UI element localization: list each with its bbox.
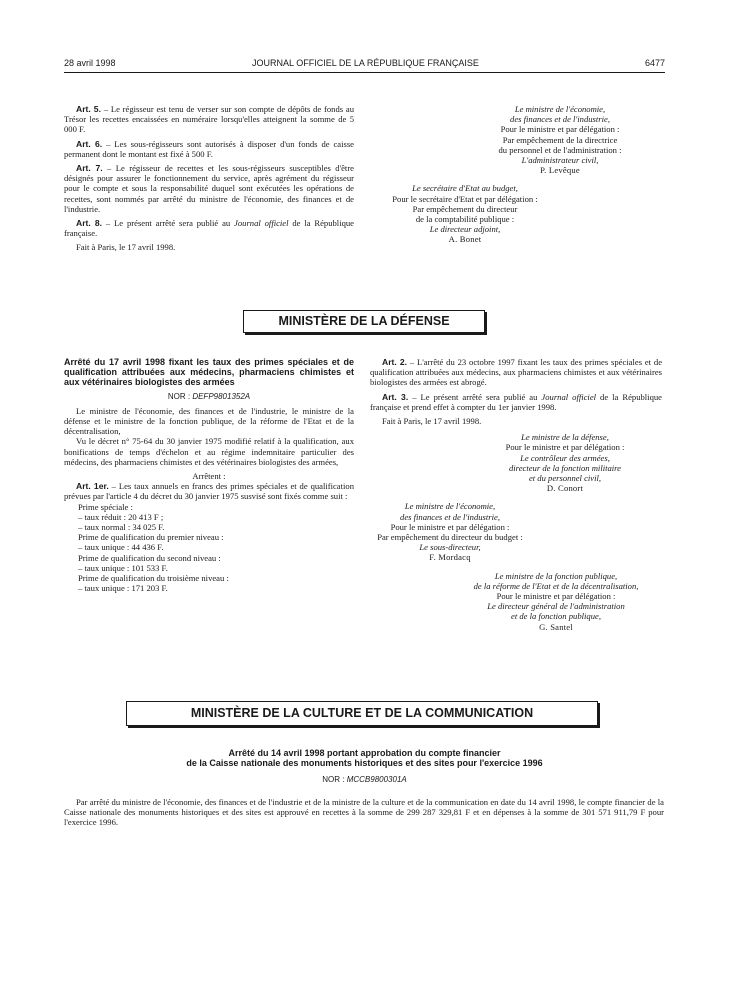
decree-title: Arrêté du 17 avril 1998 fixant les taux des primes spéciales et de qualification attribuées aux médecins, pharmaciens chimistes et aux vétérinaires biologistes des armées — [64, 357, 354, 388]
article-8: Art. 8. – Le présent arrêté sera publié au Journal officiel de la République française. — [64, 218, 354, 239]
list-item: Prime spéciale : — [78, 501, 133, 512]
section-title-defense: MINISTÈRE DE LA DÉFENSE — [243, 310, 485, 333]
signatory-name: P. Levêque — [540, 165, 580, 176]
list-item: – taux unique : 101 533 F. — [78, 562, 168, 573]
article-7: Art. 7. – Le régisseur de recettes et les sous-régisseurs susceptibles d'être désignés pour assurer le fonctionnement du service, après agrément du régisseur pour le compte et sous la responsabilité duquel sont exécutées les opérations de recettes, sont nommés par arrêté du ministre de l'économie, des finances et de l'industrie. — [64, 163, 354, 214]
article-2: Art. 2. – L'arrêté du 23 octobre 1997 fixant les taux des primes spéciales et de qualification attribuées aux médecins, aux pharmaciens chimistes et aux vétérinaires biologistes des armées est abrogé. — [370, 357, 663, 388]
done-at-paris: Fait à Paris, le 17 avril 1998. — [76, 242, 176, 253]
top-right-signatures — [370, 104, 662, 245]
defense-left-column — [64, 357, 354, 593]
signatory-name: F. Mordacq — [429, 552, 471, 563]
culture-nor-reference: NOR : MCCB9800301A — [322, 775, 407, 784]
list-item: Prime de qualification du second niveau : — [78, 552, 221, 563]
rates-list — [78, 502, 354, 594]
signature-block-budget: Le secrétaire d'Etat au budget, Pour le secrétaire d'Etat et par délégation : Par empêchement du directeur de la comptabilité publique : Le directeur adjoint, A. Bonet — [370, 183, 560, 244]
defense-right-column — [370, 357, 662, 632]
article-3: Art. 3. – Le présent arrêté sera publié au Journal officiel de la République française et prend effet à compter du 1er janvier 1998. — [370, 391, 662, 412]
header-rule — [64, 72, 665, 73]
nor-reference: NOR : DEFP9801352A — [167, 391, 251, 401]
visa-paragraph: Vu le décret n° 75-64 du 30 janvier 1975 modifié relatif à la qualification, aux bonifications de temps d'échelon et au régime indemnitaire particulier des médecins, des pharmaciens chimistes et des vétérinaires biologistes des armées, — [64, 436, 354, 467]
article-6: Art. 6. – Les sous-régisseurs sont autorisés à disposer d'un fonds de caisse permanent dont le montant est fixé à 500 F. — [64, 138, 354, 159]
signatory-name: A. Bonet — [448, 234, 482, 245]
signatory-name: G. Santel — [539, 621, 573, 632]
signature-block-economie: Le ministre de l'économie, des finances et de l'industrie, Pour le ministre et par délégation : Par empêchement de la directrice du personnel et de l'administration : L'administrateur civil, P. Levêque — [460, 104, 660, 175]
article-5: Art. 5. – Le régisseur est tenu de verser sur son compte de dépôts de fonds au Trésor les recettes encaissées en numéraire lorsqu'elles atteignent la somme de 5 000 F. — [64, 104, 354, 135]
preamble-paragraph: Le ministre de l'économie, des finances et de l'industrie, le ministre de la défense et le ministre de la fonction publique, de la réforme de l'Etat et de la décentralisation, — [64, 405, 354, 437]
signature-block-fonction-publique: Le ministre de la fonction publique, de la réforme de l'Etat et de la décentralisation, Pour le ministre et par délégation : Le directeur général de l'administration et de la fonction publique, G. Santel — [450, 571, 662, 632]
list-item: Prime de qualification du troisième niveau : — [78, 573, 229, 584]
culture-body: Par arrêté du ministre de l'économie, des finances et de l'industrie et de la ministre de la culture et de la communication en date du 14 avril 1998, le compte financier de la Caisse nationale des monuments historiques et des sites est approuvé en recettes à la somme de 299 287 329,81 F et en dépenses à la somme de 301 571 911,79 F pour l'exercice 1996. — [64, 797, 664, 828]
done-at-paris: Fait à Paris, le 17 avril 1998. — [382, 416, 482, 427]
signatory-name: D. Conort — [546, 483, 584, 494]
header-page-number: 6477 — [644, 58, 665, 68]
header-journal-title: JOURNAL OFFICIEL DE LA RÉPUBLIQUE FRANÇAISE — [252, 58, 479, 68]
arretent-heading: Arrêtent : — [192, 471, 226, 482]
signature-block-budget: Le ministre de l'économie, des finances et de l'industrie, Pour le ministre et par délégation : Par empêchement du directeur du budget : Le sous-directeur, F. Mordacq — [370, 501, 530, 562]
top-left-column — [64, 104, 354, 253]
list-item: – taux unique : 171 203 F. — [78, 583, 168, 594]
list-item: – taux normal : 34 025 F. — [78, 522, 165, 533]
list-item: Prime de qualification du premier niveau : — [78, 532, 224, 543]
header-date: 28 avril 1998 — [64, 58, 116, 68]
culture-decree-title: Arrêté du 14 avril 1998 portant approbation du compte financier de la Caisse nationale des monuments historiques et des sites pour l'exercice 1996 — [186, 748, 543, 769]
section-title-culture: MINISTÈRE DE LA CULTURE ET DE LA COMMUNICATION — [126, 701, 598, 726]
list-item: – taux unique : 44 436 F. — [78, 542, 164, 553]
list-item: – taux réduit : 20 413 F ; — [78, 511, 164, 522]
signature-block-defense: Le ministre de la défense, Pour le ministre et par délégation : Le contrôleur des armées, directeur de la fonction militaire et du personnel civil, D. Conort — [470, 432, 660, 493]
article-1: Art. 1er. – Les taux annuels en francs des primes spéciales et de qualification prévues par l'article 4 du décret du 30 janvier 1975 susvisé sont fixés comme suit : — [64, 481, 354, 502]
